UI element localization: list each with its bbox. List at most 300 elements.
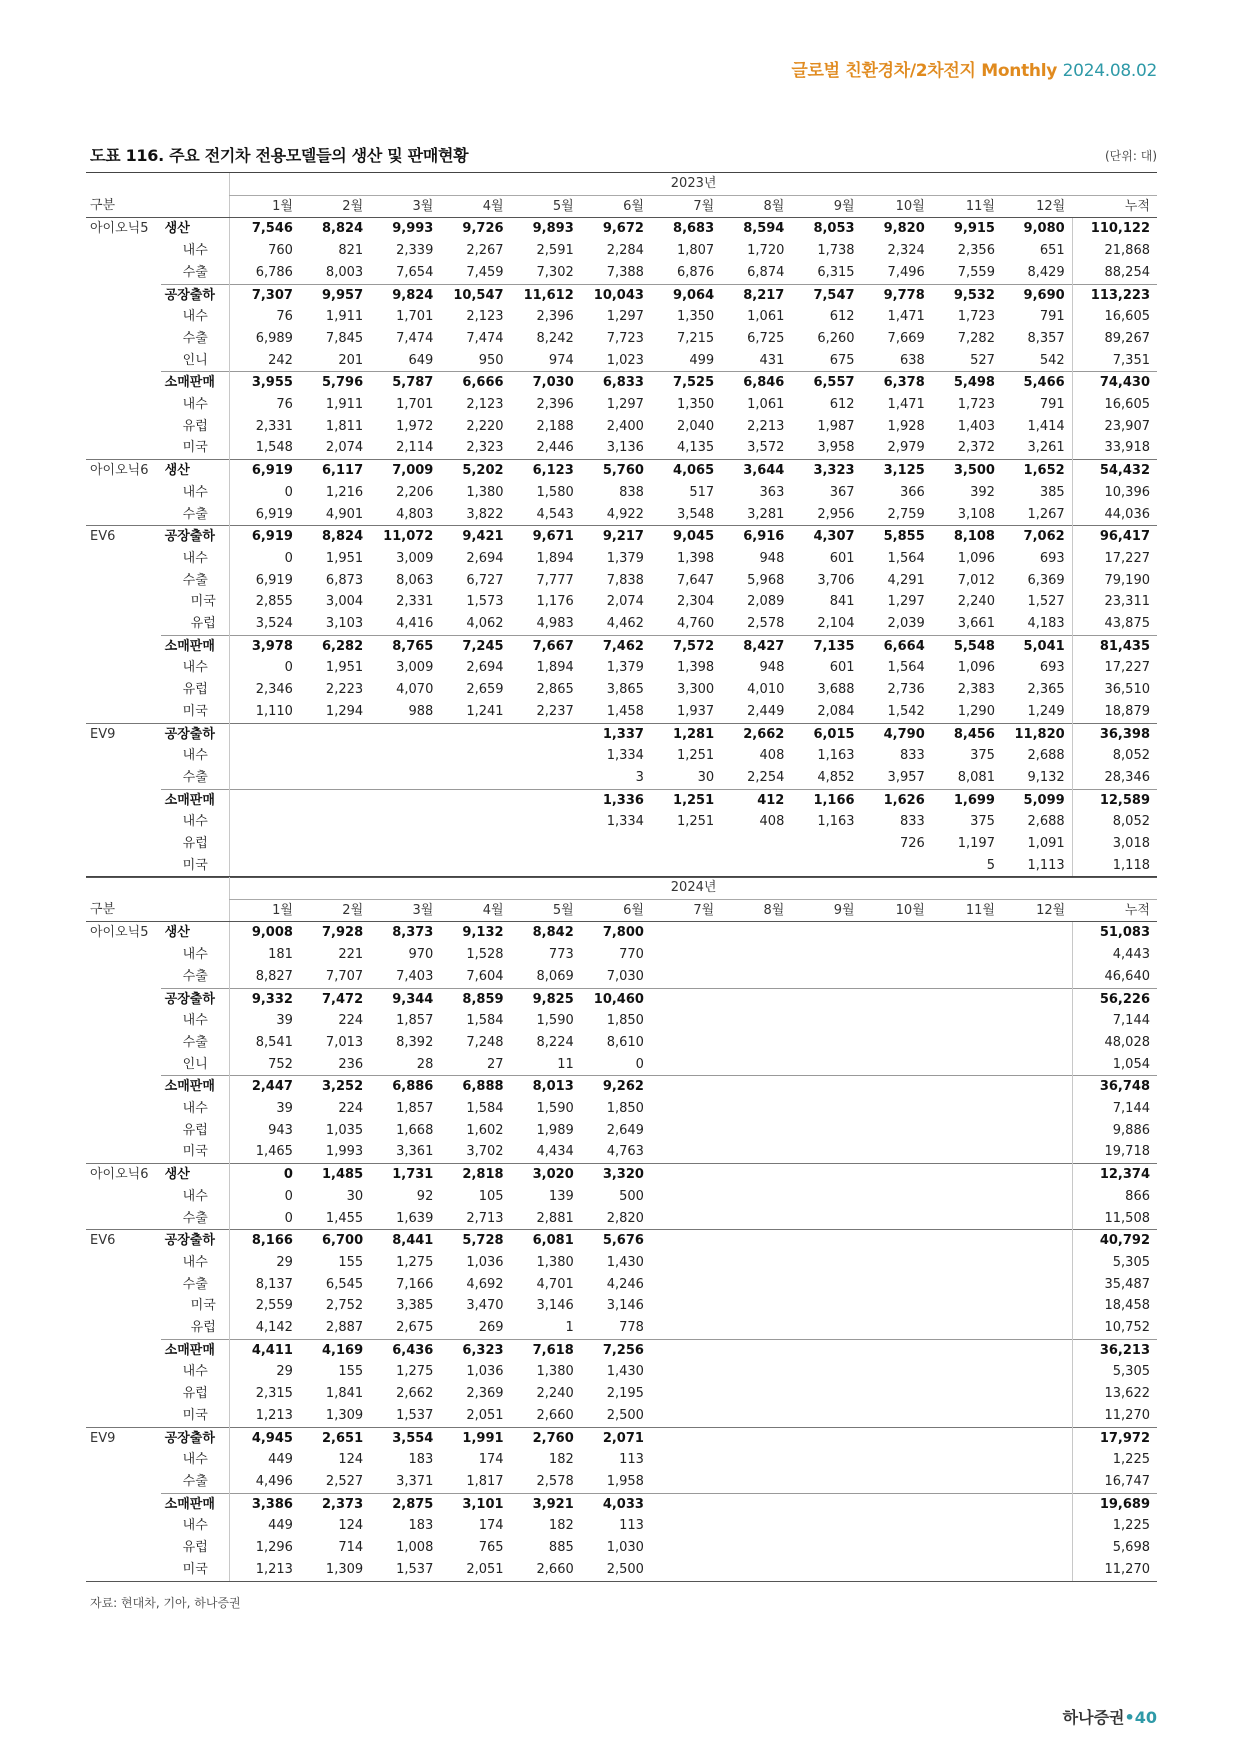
value-cell: 0	[635, 1056, 644, 1072]
value-cell: 542	[1039, 352, 1065, 368]
value-cell	[932, 1471, 1002, 1493]
report-header	[791, 56, 1157, 81]
value-cell	[1002, 944, 1072, 966]
value-cell: 1,275	[396, 1364, 434, 1380]
cumulative-cell: 81,435	[1072, 635, 1157, 657]
cumulative-cell: 19,718	[1072, 1141, 1157, 1163]
value-cell	[721, 833, 791, 855]
value-cell: 693	[1039, 550, 1065, 566]
category-cell: 내수	[182, 1188, 208, 1204]
model-cell	[86, 1274, 161, 1296]
value-cell: 29	[230, 1361, 300, 1383]
value-cell	[651, 1339, 721, 1361]
value-cell: 988	[408, 703, 434, 719]
value-cell: 2,383	[957, 682, 995, 698]
value-cell	[721, 1076, 791, 1098]
value-cell	[932, 1405, 1002, 1427]
value-cell	[932, 1383, 1002, 1405]
value-cell: 1,471	[887, 397, 925, 413]
value-cell: 183	[408, 1452, 434, 1468]
value-cell: 675	[829, 352, 855, 368]
value-cell	[721, 1274, 791, 1296]
value-cell: 1,035	[325, 1122, 364, 1138]
table-row	[86, 1449, 1157, 1471]
cumulative-cell: 10,396	[1072, 482, 1157, 504]
value-cell: 7,215	[676, 330, 715, 346]
value-cell: 2,051	[440, 1559, 510, 1581]
value-cell: 3,957	[887, 769, 925, 785]
value-cell: 2,591	[536, 243, 574, 259]
value-cell	[791, 1230, 861, 1252]
value-cell: 7,030	[606, 968, 644, 984]
column-header: 9월	[791, 195, 861, 218]
value-cell	[511, 855, 581, 877]
model-cell	[86, 767, 161, 789]
value-cell	[1002, 1493, 1072, 1515]
value-cell	[721, 1208, 791, 1230]
value-cell: 2,447	[230, 1076, 300, 1098]
value-cell	[791, 966, 861, 988]
value-cell: 9,820	[862, 218, 932, 240]
category-cell: 소매판매	[161, 1339, 230, 1361]
unit-label: (단위: 대)	[1105, 149, 1157, 163]
table-row	[86, 701, 1157, 723]
value-cell: 1,036	[466, 1364, 504, 1380]
value-cell: 4,901	[325, 506, 364, 522]
value-cell	[651, 1427, 721, 1449]
model-cell	[86, 1449, 161, 1471]
value-cell: 76	[230, 394, 300, 416]
value-cell: 612	[829, 397, 855, 413]
value-cell	[230, 833, 300, 855]
value-cell	[932, 1054, 1002, 1076]
value-cell: 638	[899, 352, 925, 368]
value-cell: 1,731	[370, 1164, 440, 1186]
table-row	[86, 1032, 1157, 1054]
model-cell	[86, 1141, 161, 1163]
header-row	[86, 899, 1157, 922]
column-header: 누적	[1072, 899, 1157, 922]
value-cell: 7,669	[887, 330, 925, 346]
value-cell: 2,713	[466, 1210, 504, 1226]
value-cell: 6,888	[440, 1076, 510, 1098]
value-cell: 4,307	[791, 526, 861, 548]
value-cell: 7,166	[396, 1276, 434, 1292]
value-cell	[721, 1449, 791, 1471]
value-cell: 3,548	[676, 506, 715, 522]
cumulative-cell: 8,052	[1072, 811, 1157, 833]
category-cell: 인니	[182, 352, 208, 368]
column-header: 7월	[651, 195, 721, 218]
value-cell	[721, 1317, 791, 1339]
value-cell: 1,951	[325, 550, 364, 566]
category-cell: 생산	[161, 218, 230, 240]
value-cell: 367	[829, 484, 855, 500]
value-cell: 5,796	[300, 372, 370, 394]
value-cell: 7,525	[651, 372, 721, 394]
value-cell: 1,166	[791, 789, 861, 811]
value-cell	[651, 1141, 721, 1163]
value-cell: 242	[230, 350, 300, 372]
value-cell	[370, 745, 440, 767]
value-cell: 1,590	[536, 1013, 574, 1029]
model-cell	[86, 350, 161, 372]
value-cell: 1,380	[466, 484, 504, 500]
value-cell: 1,564	[887, 660, 925, 676]
value-cell	[651, 1383, 721, 1405]
cumulative-cell: 1,225	[1072, 1449, 1157, 1471]
value-cell	[862, 1339, 932, 1361]
model-cell	[86, 240, 161, 262]
category-cell: 유럽	[182, 1540, 208, 1556]
value-cell: 6,873	[325, 572, 364, 588]
value-cell: 2,659	[466, 682, 504, 698]
value-cell	[932, 1274, 1002, 1296]
value-cell: 2,114	[396, 440, 434, 456]
value-cell: 726	[899, 836, 925, 852]
value-cell: 7,647	[676, 572, 715, 588]
column-header: 1월	[230, 195, 300, 218]
value-cell: 105	[478, 1188, 504, 1204]
value-cell: 1,537	[396, 1407, 434, 1423]
value-cell: 1,528	[466, 947, 504, 963]
value-cell: 2,240	[536, 1386, 574, 1402]
value-cell: 3,958	[817, 440, 855, 456]
year-blank-cell	[86, 173, 161, 196]
value-cell: 2,240	[957, 594, 995, 610]
value-cell	[932, 1559, 1002, 1581]
column-header: 9월	[791, 899, 861, 922]
model-cell	[86, 1295, 161, 1317]
category-cell: 내수	[182, 748, 208, 764]
value-cell: 1,951	[325, 660, 364, 676]
table-row	[86, 723, 1157, 745]
table-row	[86, 1010, 1157, 1032]
value-cell: 1,350	[676, 309, 715, 325]
value-cell: 1,430	[606, 1364, 644, 1380]
value-cell: 601	[829, 660, 855, 676]
value-cell: 943	[230, 1120, 300, 1142]
value-cell	[862, 1471, 932, 1493]
value-cell	[791, 1361, 861, 1383]
value-cell: 601	[829, 550, 855, 566]
table-row	[86, 1537, 1157, 1559]
value-cell: 4,852	[817, 769, 855, 785]
model-cell	[86, 262, 161, 284]
value-cell: 9,690	[1002, 284, 1072, 306]
value-cell: 6,876	[676, 264, 715, 280]
value-cell	[862, 1515, 932, 1537]
value-cell: 6,916	[721, 526, 791, 548]
value-cell	[300, 855, 370, 877]
model-cell	[86, 1098, 161, 1120]
model-cell	[86, 1186, 161, 1208]
value-cell: 1,379	[606, 660, 644, 676]
value-cell: 833	[899, 814, 925, 830]
value-cell: 3,300	[676, 682, 715, 698]
model-cell	[86, 811, 161, 833]
value-cell: 4,246	[606, 1276, 644, 1292]
value-cell: 649	[408, 352, 434, 368]
value-cell	[862, 1186, 932, 1208]
value-cell: 9,332	[230, 988, 300, 1010]
value-cell	[721, 1559, 791, 1581]
cumulative-cell: 74,430	[1072, 372, 1157, 394]
cumulative-cell: 48,028	[1072, 1032, 1157, 1054]
value-cell: 1,379	[606, 550, 644, 566]
value-cell: 7,013	[325, 1034, 364, 1050]
value-cell: 1,701	[396, 397, 434, 413]
value-cell	[1002, 1141, 1072, 1163]
category-cell: 내수	[182, 1101, 208, 1117]
value-cell	[791, 1383, 861, 1405]
category-cell: 내수	[182, 1364, 208, 1380]
value-cell: 4,803	[396, 506, 434, 522]
value-cell	[791, 1559, 861, 1581]
model-cell	[86, 1383, 161, 1405]
cumulative-cell: 8,052	[1072, 745, 1157, 767]
value-cell	[721, 1010, 791, 1032]
value-cell	[932, 1537, 1002, 1559]
value-cell: 9,344	[370, 988, 440, 1010]
value-cell: 3,009	[396, 660, 434, 676]
value-cell	[651, 1120, 721, 1142]
cumulative-cell: 96,417	[1072, 526, 1157, 548]
table-row	[86, 657, 1157, 679]
table-row	[86, 1252, 1157, 1274]
table-row	[86, 1427, 1157, 1449]
category-cell: 내수	[182, 1452, 208, 1468]
value-cell	[791, 1295, 861, 1317]
model-cell	[86, 1054, 161, 1076]
column-header: 12월	[1002, 899, 1072, 922]
value-cell	[862, 1120, 932, 1142]
column-header: 8월	[721, 899, 791, 922]
value-cell: 948	[759, 660, 785, 676]
value-cell	[651, 988, 721, 1010]
value-cell: 5,968	[747, 572, 785, 588]
model-cell	[86, 1361, 161, 1383]
value-cell: 651	[1039, 243, 1065, 259]
value-cell: 9,132	[1027, 769, 1065, 785]
value-cell: 139	[548, 1188, 574, 1204]
value-cell: 2,339	[396, 243, 434, 259]
value-cell: 0	[230, 657, 300, 679]
value-cell: 3,921	[511, 1493, 581, 1515]
value-cell: 11,612	[511, 284, 581, 306]
value-cell: 408	[759, 748, 785, 764]
value-cell: 0	[230, 1208, 300, 1230]
model-cell: EV6	[86, 526, 161, 548]
value-cell: 7,777	[536, 572, 574, 588]
value-cell: 2,284	[606, 243, 644, 259]
value-cell: 9,993	[370, 218, 440, 240]
column-header: 5월	[511, 195, 581, 218]
value-cell: 8,224	[536, 1034, 574, 1050]
model-cell: 아이오닉5	[86, 218, 161, 240]
table-row	[86, 944, 1157, 966]
table-2023	[86, 172, 1157, 878]
value-cell: 2,074	[606, 594, 644, 610]
value-cell	[651, 1559, 721, 1581]
cumulative-cell: 11,270	[1072, 1559, 1157, 1581]
cumulative-cell: 4,443	[1072, 944, 1157, 966]
value-cell: 2,346	[230, 679, 300, 701]
value-cell: 8,063	[396, 572, 434, 588]
value-cell: 1,336	[581, 789, 651, 811]
value-cell: 1,701	[396, 309, 434, 325]
value-cell: 9,064	[651, 284, 721, 306]
cumulative-cell: 43,875	[1072, 613, 1157, 635]
value-cell: 9,893	[511, 218, 581, 240]
cumulative-cell: 13,622	[1072, 1383, 1157, 1405]
value-cell	[932, 1098, 1002, 1120]
value-cell: 1,564	[887, 550, 925, 566]
table-row	[86, 1383, 1157, 1405]
value-cell: 4,543	[536, 506, 574, 522]
model-cell	[86, 1471, 161, 1493]
value-cell: 182	[548, 1452, 574, 1468]
year-blank-cell	[161, 877, 230, 900]
value-cell	[862, 1405, 932, 1427]
cumulative-cell: 18,879	[1072, 701, 1157, 723]
value-cell: 2,956	[817, 506, 855, 522]
table-row	[86, 240, 1157, 262]
value-cell: 3,822	[466, 506, 504, 522]
value-cell: 1,176	[536, 594, 574, 610]
value-cell: 76	[230, 306, 300, 328]
value-cell: 2,881	[536, 1210, 574, 1226]
model-cell	[86, 1317, 161, 1339]
category-cell: 미국	[190, 1298, 216, 1314]
value-cell	[862, 988, 932, 1010]
model-cell	[86, 745, 161, 767]
value-cell: 5,099	[1002, 789, 1072, 811]
value-cell: 6,700	[300, 1230, 370, 1252]
value-cell	[651, 1274, 721, 1296]
value-cell: 2,304	[676, 594, 715, 610]
table-row	[86, 1339, 1157, 1361]
model-cell	[86, 1208, 161, 1230]
value-cell: 7,707	[325, 968, 364, 984]
model-cell	[86, 855, 161, 877]
table-row	[86, 284, 1157, 306]
value-cell: 6,989	[230, 328, 300, 350]
value-cell: 8,013	[511, 1076, 581, 1098]
cumulative-cell: 40,792	[1072, 1230, 1157, 1252]
value-cell: 2,331	[230, 416, 300, 438]
value-cell: 0	[230, 548, 300, 570]
value-cell: 3,146	[606, 1298, 644, 1314]
value-cell	[651, 1164, 721, 1186]
value-cell: 0	[230, 482, 300, 504]
value-cell: 1,061	[747, 397, 785, 413]
value-cell: 7,062	[1002, 526, 1072, 548]
value-cell	[1002, 1361, 1072, 1383]
value-cell: 8,765	[370, 635, 440, 657]
category-cell: 내수	[182, 550, 208, 566]
value-cell: 3,323	[791, 460, 861, 482]
category-cell: 수출	[182, 572, 208, 588]
value-cell	[791, 1515, 861, 1537]
cumulative-cell: 19,689	[1072, 1493, 1157, 1515]
table-row	[86, 548, 1157, 570]
value-cell: 1,573	[466, 594, 504, 610]
value-cell: 1,584	[466, 1101, 504, 1117]
value-cell	[440, 767, 510, 789]
value-cell: 693	[1039, 660, 1065, 676]
table-row	[86, 635, 1157, 657]
table-row	[86, 306, 1157, 328]
value-cell: 3,261	[1027, 440, 1065, 456]
category-cell: 내수	[182, 243, 208, 259]
cumulative-cell: 18,458	[1072, 1295, 1157, 1317]
value-cell: 2,736	[887, 682, 925, 698]
table-row	[86, 1120, 1157, 1142]
cumulative-cell: 16,747	[1072, 1471, 1157, 1493]
value-cell: 8,003	[325, 264, 364, 280]
value-cell: 6,833	[581, 372, 651, 394]
value-cell: 4,169	[300, 1339, 370, 1361]
value-cell: 2,213	[747, 418, 785, 434]
value-cell	[1002, 1537, 1072, 1559]
column-header: 구분	[86, 899, 230, 922]
value-cell: 1,972	[396, 418, 434, 434]
cumulative-cell: 51,083	[1072, 922, 1157, 944]
value-cell: 4,010	[747, 682, 785, 698]
value-cell	[791, 1164, 861, 1186]
value-cell: 2,039	[887, 616, 925, 632]
cumulative-cell: 11,508	[1072, 1208, 1157, 1230]
value-cell: 269	[478, 1320, 504, 1336]
value-cell: 2,365	[1027, 682, 1065, 698]
model-cell	[86, 988, 161, 1010]
value-cell: 1,894	[536, 550, 574, 566]
category-cell: 수출	[182, 506, 208, 522]
cumulative-cell: 12,589	[1072, 789, 1157, 811]
table-row	[86, 833, 1157, 855]
value-cell	[651, 1208, 721, 1230]
cumulative-cell: 56,226	[1072, 988, 1157, 1010]
value-cell	[511, 811, 581, 833]
header-title: 글로벌 친환경차/2차전지 Monthly	[791, 61, 1058, 81]
value-cell	[651, 1230, 721, 1252]
table-row	[86, 218, 1157, 240]
value-cell	[651, 1493, 721, 1515]
value-cell	[721, 1186, 791, 1208]
value-cell: 8,427	[721, 635, 791, 657]
value-cell	[791, 944, 861, 966]
value-cell: 3,361	[396, 1144, 434, 1160]
value-cell: 5,498	[932, 372, 1002, 394]
value-cell	[932, 1076, 1002, 1098]
cumulative-cell: 9,886	[1072, 1120, 1157, 1142]
value-cell: 431	[759, 352, 785, 368]
value-cell	[230, 855, 300, 877]
value-cell: 2,559	[230, 1295, 300, 1317]
value-cell: 2,089	[747, 594, 785, 610]
value-cell	[440, 745, 510, 767]
value-cell: 7,928	[300, 922, 370, 944]
value-cell: 7,472	[300, 988, 370, 1010]
value-cell: 2,369	[466, 1386, 504, 1402]
category-cell: 내수	[182, 814, 208, 830]
value-cell: 7,388	[606, 264, 644, 280]
value-cell: 1	[565, 1320, 574, 1336]
value-cell: 8,610	[606, 1034, 644, 1050]
value-cell: 1,216	[325, 484, 364, 500]
model-cell	[86, 328, 161, 350]
